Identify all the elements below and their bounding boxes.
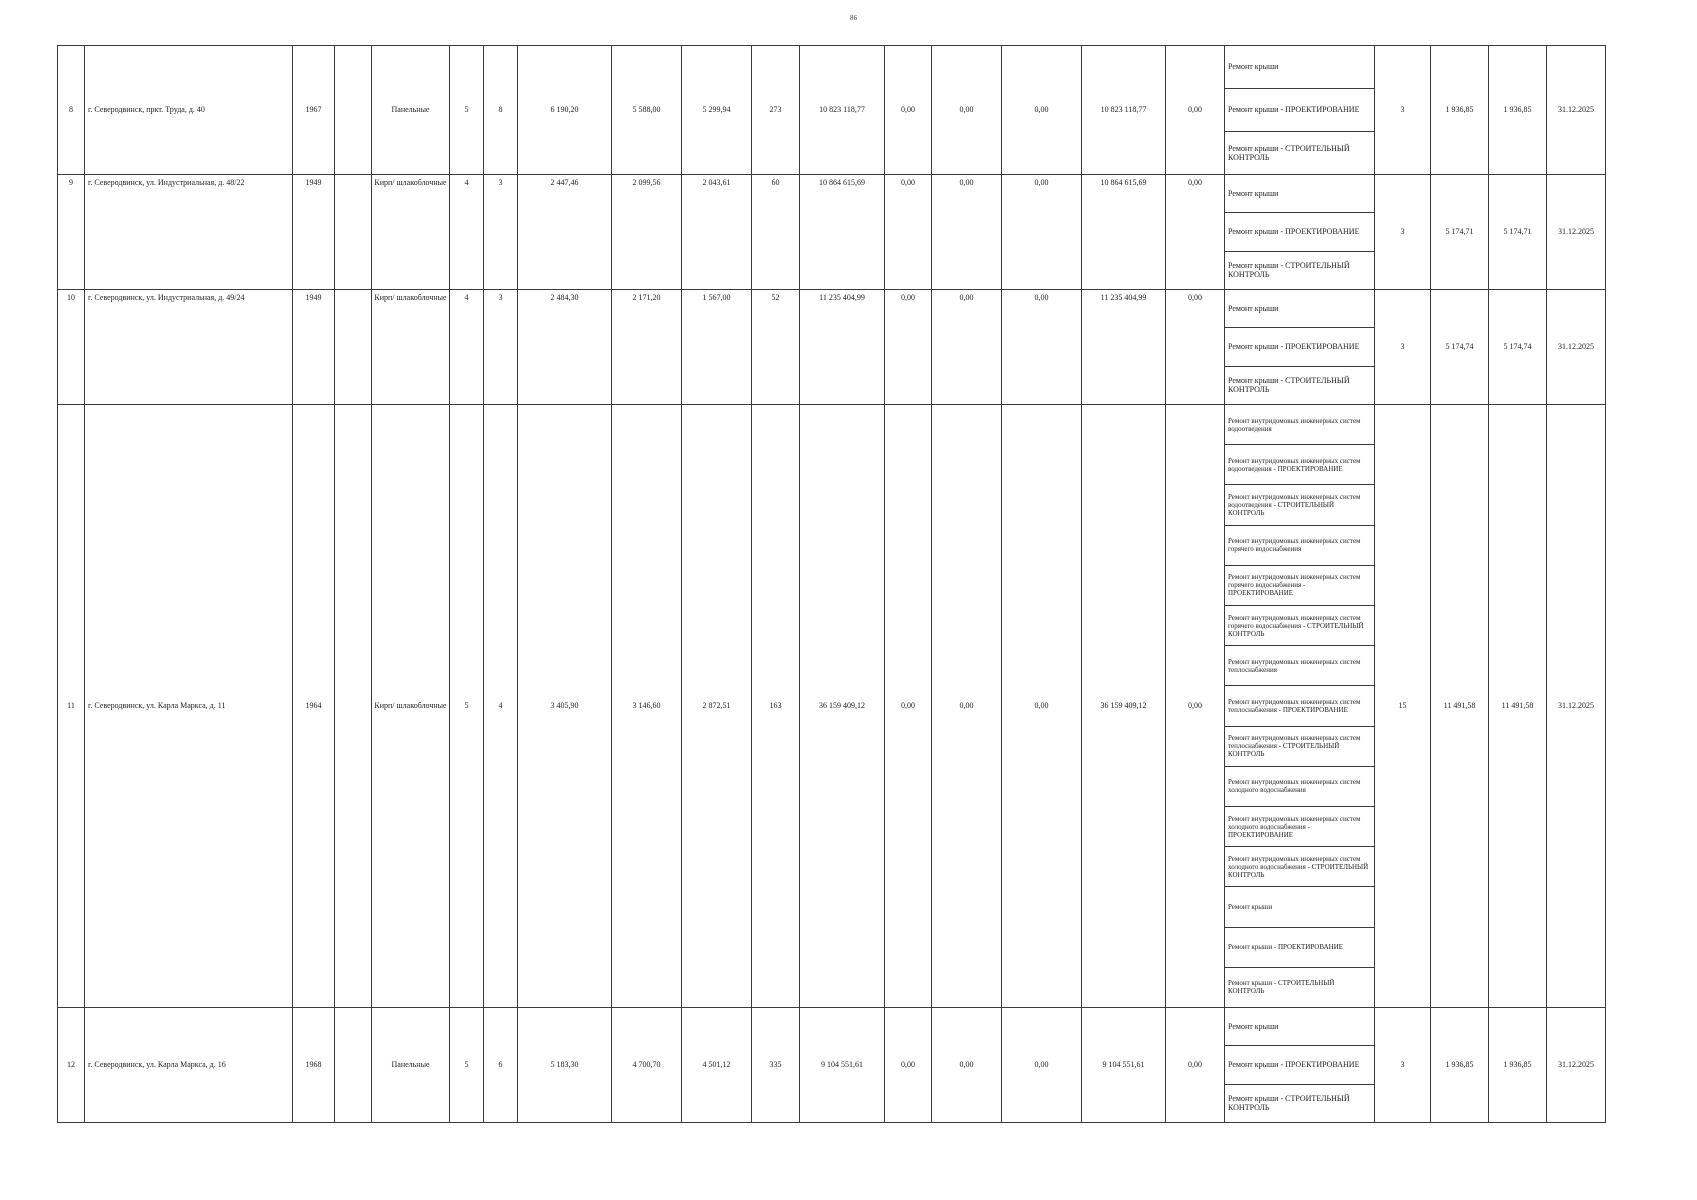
cost-total: 10 864 615,69 xyxy=(800,175,885,290)
capital-repair-table xyxy=(57,45,1606,1123)
fund-other: 0,00 xyxy=(1166,46,1225,175)
deadline: 31.12.2025 xyxy=(1547,46,1606,175)
fund-owners: 9 104 551,61 xyxy=(1082,1008,1166,1123)
fund-owners: 10 823 118,77 xyxy=(1082,46,1166,175)
area-total: 6 190,20 xyxy=(518,46,612,175)
fund-regional: 0,00 xyxy=(932,175,1002,290)
fund-local: 0,00 xyxy=(1002,290,1082,405)
work-item: Ремонт внутридомовых инженерных систем водоотведения - СТРОИТЕЛЬНЫЙ КОНТРОЛЬ xyxy=(1225,484,1374,524)
work-item: Ремонт крыши xyxy=(1228,304,1279,314)
work-item: Ремонт крыши - ПРОЕКТИРОВАНИЕ xyxy=(1225,327,1374,365)
deadline: 31.12.2025 xyxy=(1547,175,1606,290)
wall-material: Панельные xyxy=(372,1008,450,1123)
fund-federal: 0,00 xyxy=(885,405,932,1008)
fund-federal: 0,00 xyxy=(885,46,932,175)
unit-cost: 11 491,58 xyxy=(1431,405,1489,1008)
deadline: 31.12.2025 xyxy=(1547,290,1606,405)
work-item: Ремонт крыши - ПРОЕКТИРОВАНИЕ xyxy=(1225,88,1374,131)
work-item: Ремонт внутридомовых инженерных систем холодного водоснабжения xyxy=(1225,766,1374,806)
unit-limit: 11 491,58 xyxy=(1489,405,1547,1008)
cost-total: 9 104 551,61 xyxy=(800,1008,885,1123)
area-residential: 4 501,12 xyxy=(682,1008,752,1123)
work-item: Ремонт внутридомовых инженерных систем горячего водоснабжения - ПРОЕКТИРОВАНИЕ xyxy=(1225,565,1374,605)
work-items xyxy=(1225,175,1374,289)
work-item: Ремонт внутридомовых инженерных систем холодного водоснабжения - СТРОИТЕЛЬНЫЙ КОНТРОЛЬ xyxy=(1225,846,1374,886)
work-item: Ремонт внутридомовых инженерных систем водоотведения - ПРОЕКТИРОВАНИЕ xyxy=(1225,444,1374,484)
work-item: Ремонт крыши xyxy=(1225,886,1374,926)
residents-count: 60 xyxy=(752,175,800,290)
residents-count: 273 xyxy=(752,46,800,175)
work-item: Ремонт крыши - ПРОЕКТИРОВАНИЕ xyxy=(1225,1045,1374,1083)
fund-federal: 0,00 xyxy=(885,290,932,405)
fund-federal: 0,00 xyxy=(885,1008,932,1123)
wall-material: Кирп/ шлакоблочные xyxy=(372,405,450,1008)
work-item: Ремонт внутридомовых инженерных систем горячего водоснабжения - СТРОИТЕЛЬНЫЙ КОНТРОЛЬ xyxy=(1225,605,1374,645)
work-item: Ремонт крыши - СТРОИТЕЛЬНЫЙ КОНТРОЛЬ xyxy=(1225,1084,1374,1122)
build-year: 1964 xyxy=(293,405,335,1008)
area-living: 5 588,00 xyxy=(612,46,682,175)
wall-material: Кирп/ шлакоблочные xyxy=(372,290,450,405)
work-count: 3 xyxy=(1375,46,1431,175)
unit-cost: 1 936,85 xyxy=(1431,1008,1489,1123)
work-item: Ремонт внутридомовых инженерных систем теплоснабжения - ПРОЕКТИРОВАНИЕ xyxy=(1225,685,1374,725)
work-item: Ремонт внутридомовых инженерных систем горячего водоснабжения xyxy=(1225,525,1374,565)
address: г. Северодвинск, ул. Карла Маркса, д. 11 xyxy=(85,405,293,1008)
fund-other: 0,00 xyxy=(1166,290,1225,405)
work-item: Ремонт крыши - ПРОЕКТИРОВАНИЕ xyxy=(1225,212,1374,250)
works-list xyxy=(1225,1008,1375,1123)
unit-cost: 5 174,74 xyxy=(1431,290,1489,405)
work-item: Ремонт крыши xyxy=(1228,62,1279,72)
unit-limit: 5 174,74 xyxy=(1489,290,1547,405)
table-row xyxy=(58,405,1606,1008)
fund-owners: 10 864 615,69 xyxy=(1082,175,1166,290)
blank-cell xyxy=(335,1008,372,1123)
unit-cost: 5 174,71 xyxy=(1431,175,1489,290)
address: г. Северодвинск, ул. Индустриальная, д. 49/24 xyxy=(85,290,293,405)
cost-total: 11 235 404,99 xyxy=(800,290,885,405)
fund-other: 0,00 xyxy=(1166,1008,1225,1123)
work-item: Ремонт крыши xyxy=(1228,1022,1279,1032)
deadline: 31.12.2025 xyxy=(1547,1008,1606,1123)
work-count: 15 xyxy=(1375,405,1431,1008)
area-residential: 1 567,00 xyxy=(682,290,752,405)
blank-cell xyxy=(335,405,372,1008)
work-item: Ремонт крыши - ПРОЕКТИРОВАНИЕ xyxy=(1225,927,1374,967)
fund-owners: 36 159 409,12 xyxy=(1082,405,1166,1008)
floors-count: 5 xyxy=(450,46,484,175)
area-residential: 5 299,94 xyxy=(682,46,752,175)
table-row xyxy=(58,1008,1606,1123)
entrances-count: 3 xyxy=(484,175,518,290)
work-item: Ремонт крыши - СТРОИТЕЛЬНЫЙ КОНТРОЛЬ xyxy=(1225,366,1374,404)
deadline: 31.12.2025 xyxy=(1547,405,1606,1008)
page-number: 86 xyxy=(850,14,857,22)
work-item: Ремонт внутридомовых инженерных систем теплоснабжения - СТРОИТЕЛЬНЫЙ КОНТРОЛЬ xyxy=(1225,726,1374,766)
unit-limit: 1 936,85 xyxy=(1489,46,1547,175)
unit-limit: 5 174,71 xyxy=(1489,175,1547,290)
work-items xyxy=(1225,1008,1374,1122)
blank-cell xyxy=(335,290,372,405)
build-year: 1968 xyxy=(293,1008,335,1123)
floors-count: 4 xyxy=(450,290,484,405)
fund-regional: 0,00 xyxy=(932,1008,1002,1123)
work-items xyxy=(1225,46,1374,174)
area-total: 3 405,90 xyxy=(518,405,612,1008)
work-count: 3 xyxy=(1375,290,1431,405)
area-total: 5 183,30 xyxy=(518,1008,612,1123)
fund-local: 0,00 xyxy=(1002,1008,1082,1123)
row-number: 11 xyxy=(58,405,85,1008)
works-list xyxy=(1225,46,1375,175)
address: г. Северодвинск, пркт. Труда, д. 40 xyxy=(85,46,293,175)
entrances-count: 6 xyxy=(484,1008,518,1123)
blank-cell xyxy=(335,46,372,175)
work-count: 3 xyxy=(1375,175,1431,290)
entrances-count: 4 xyxy=(484,405,518,1008)
fund-local: 0,00 xyxy=(1002,46,1082,175)
fund-federal: 0,00 xyxy=(885,175,932,290)
blank-cell xyxy=(335,175,372,290)
area-total: 2 484,30 xyxy=(518,290,612,405)
row-number: 12 xyxy=(58,1008,85,1123)
fund-regional: 0,00 xyxy=(932,290,1002,405)
area-total: 2 447,46 xyxy=(518,175,612,290)
fund-regional: 0,00 xyxy=(932,46,1002,175)
floors-count: 5 xyxy=(450,1008,484,1123)
area-living: 4 700,70 xyxy=(612,1008,682,1123)
unit-cost: 1 936,85 xyxy=(1431,46,1489,175)
table-row xyxy=(58,175,1606,290)
fund-owners: 11 235 404,99 xyxy=(1082,290,1166,405)
work-items xyxy=(1225,405,1374,1007)
address: г. Северодвинск, ул. Индустриальная, д. 48/22 xyxy=(85,175,293,290)
work-count: 3 xyxy=(1375,1008,1431,1123)
table-row xyxy=(58,290,1606,405)
work-item: Ремонт внутридомовых инженерных систем водоотведения xyxy=(1228,416,1361,433)
work-items xyxy=(1225,290,1374,404)
wall-material: Панельные xyxy=(372,46,450,175)
work-item: Ремонт внутридомовых инженерных систем холодного водоснабжения - ПРОЕКТИРОВАНИЕ xyxy=(1225,806,1374,846)
works-list xyxy=(1225,175,1375,290)
area-living: 2 099,56 xyxy=(612,175,682,290)
residents-count: 335 xyxy=(752,1008,800,1123)
wall-material: Кирп/ шлакоблочные xyxy=(372,175,450,290)
work-item: Ремонт крыши xyxy=(1228,189,1279,199)
table-row xyxy=(58,46,1606,175)
fund-other: 0,00 xyxy=(1166,405,1225,1008)
build-year: 1967 xyxy=(293,46,335,175)
area-living: 3 146,60 xyxy=(612,405,682,1008)
fund-other: 0,00 xyxy=(1166,175,1225,290)
entrances-count: 8 xyxy=(484,46,518,175)
row-number: 10 xyxy=(58,290,85,405)
address: г. Северодвинск, ул. Карла Маркса, д. 16 xyxy=(85,1008,293,1123)
work-item: Ремонт внутридомовых инженерных систем теплоснабжения xyxy=(1225,645,1374,685)
work-item: Ремонт крыши - СТРОИТЕЛЬНЫЙ КОНТРОЛЬ xyxy=(1225,967,1374,1007)
row-number: 8 xyxy=(58,46,85,175)
build-year: 1949 xyxy=(293,175,335,290)
works-list xyxy=(1225,405,1375,1008)
area-living: 2 171,20 xyxy=(612,290,682,405)
works-list xyxy=(1225,290,1375,405)
area-residential: 2 043,61 xyxy=(682,175,752,290)
fund-regional: 0,00 xyxy=(932,405,1002,1008)
row-number: 9 xyxy=(58,175,85,290)
unit-limit: 1 936,85 xyxy=(1489,1008,1547,1123)
work-item: Ремонт крыши - СТРОИТЕЛЬНЫЙ КОНТРОЛЬ xyxy=(1225,251,1374,289)
fund-local: 0,00 xyxy=(1002,405,1082,1008)
build-year: 1949 xyxy=(293,290,335,405)
residents-count: 163 xyxy=(752,405,800,1008)
fund-local: 0,00 xyxy=(1002,175,1082,290)
cost-total: 10 823 118,77 xyxy=(800,46,885,175)
floors-count: 5 xyxy=(450,405,484,1008)
entrances-count: 3 xyxy=(484,290,518,405)
work-item: Ремонт крыши - СТРОИТЕЛЬНЫЙ КОНТРОЛЬ xyxy=(1225,131,1374,174)
area-residential: 2 872,51 xyxy=(682,405,752,1008)
floors-count: 4 xyxy=(450,175,484,290)
residents-count: 52 xyxy=(752,290,800,405)
cost-total: 36 159 409,12 xyxy=(800,405,885,1008)
